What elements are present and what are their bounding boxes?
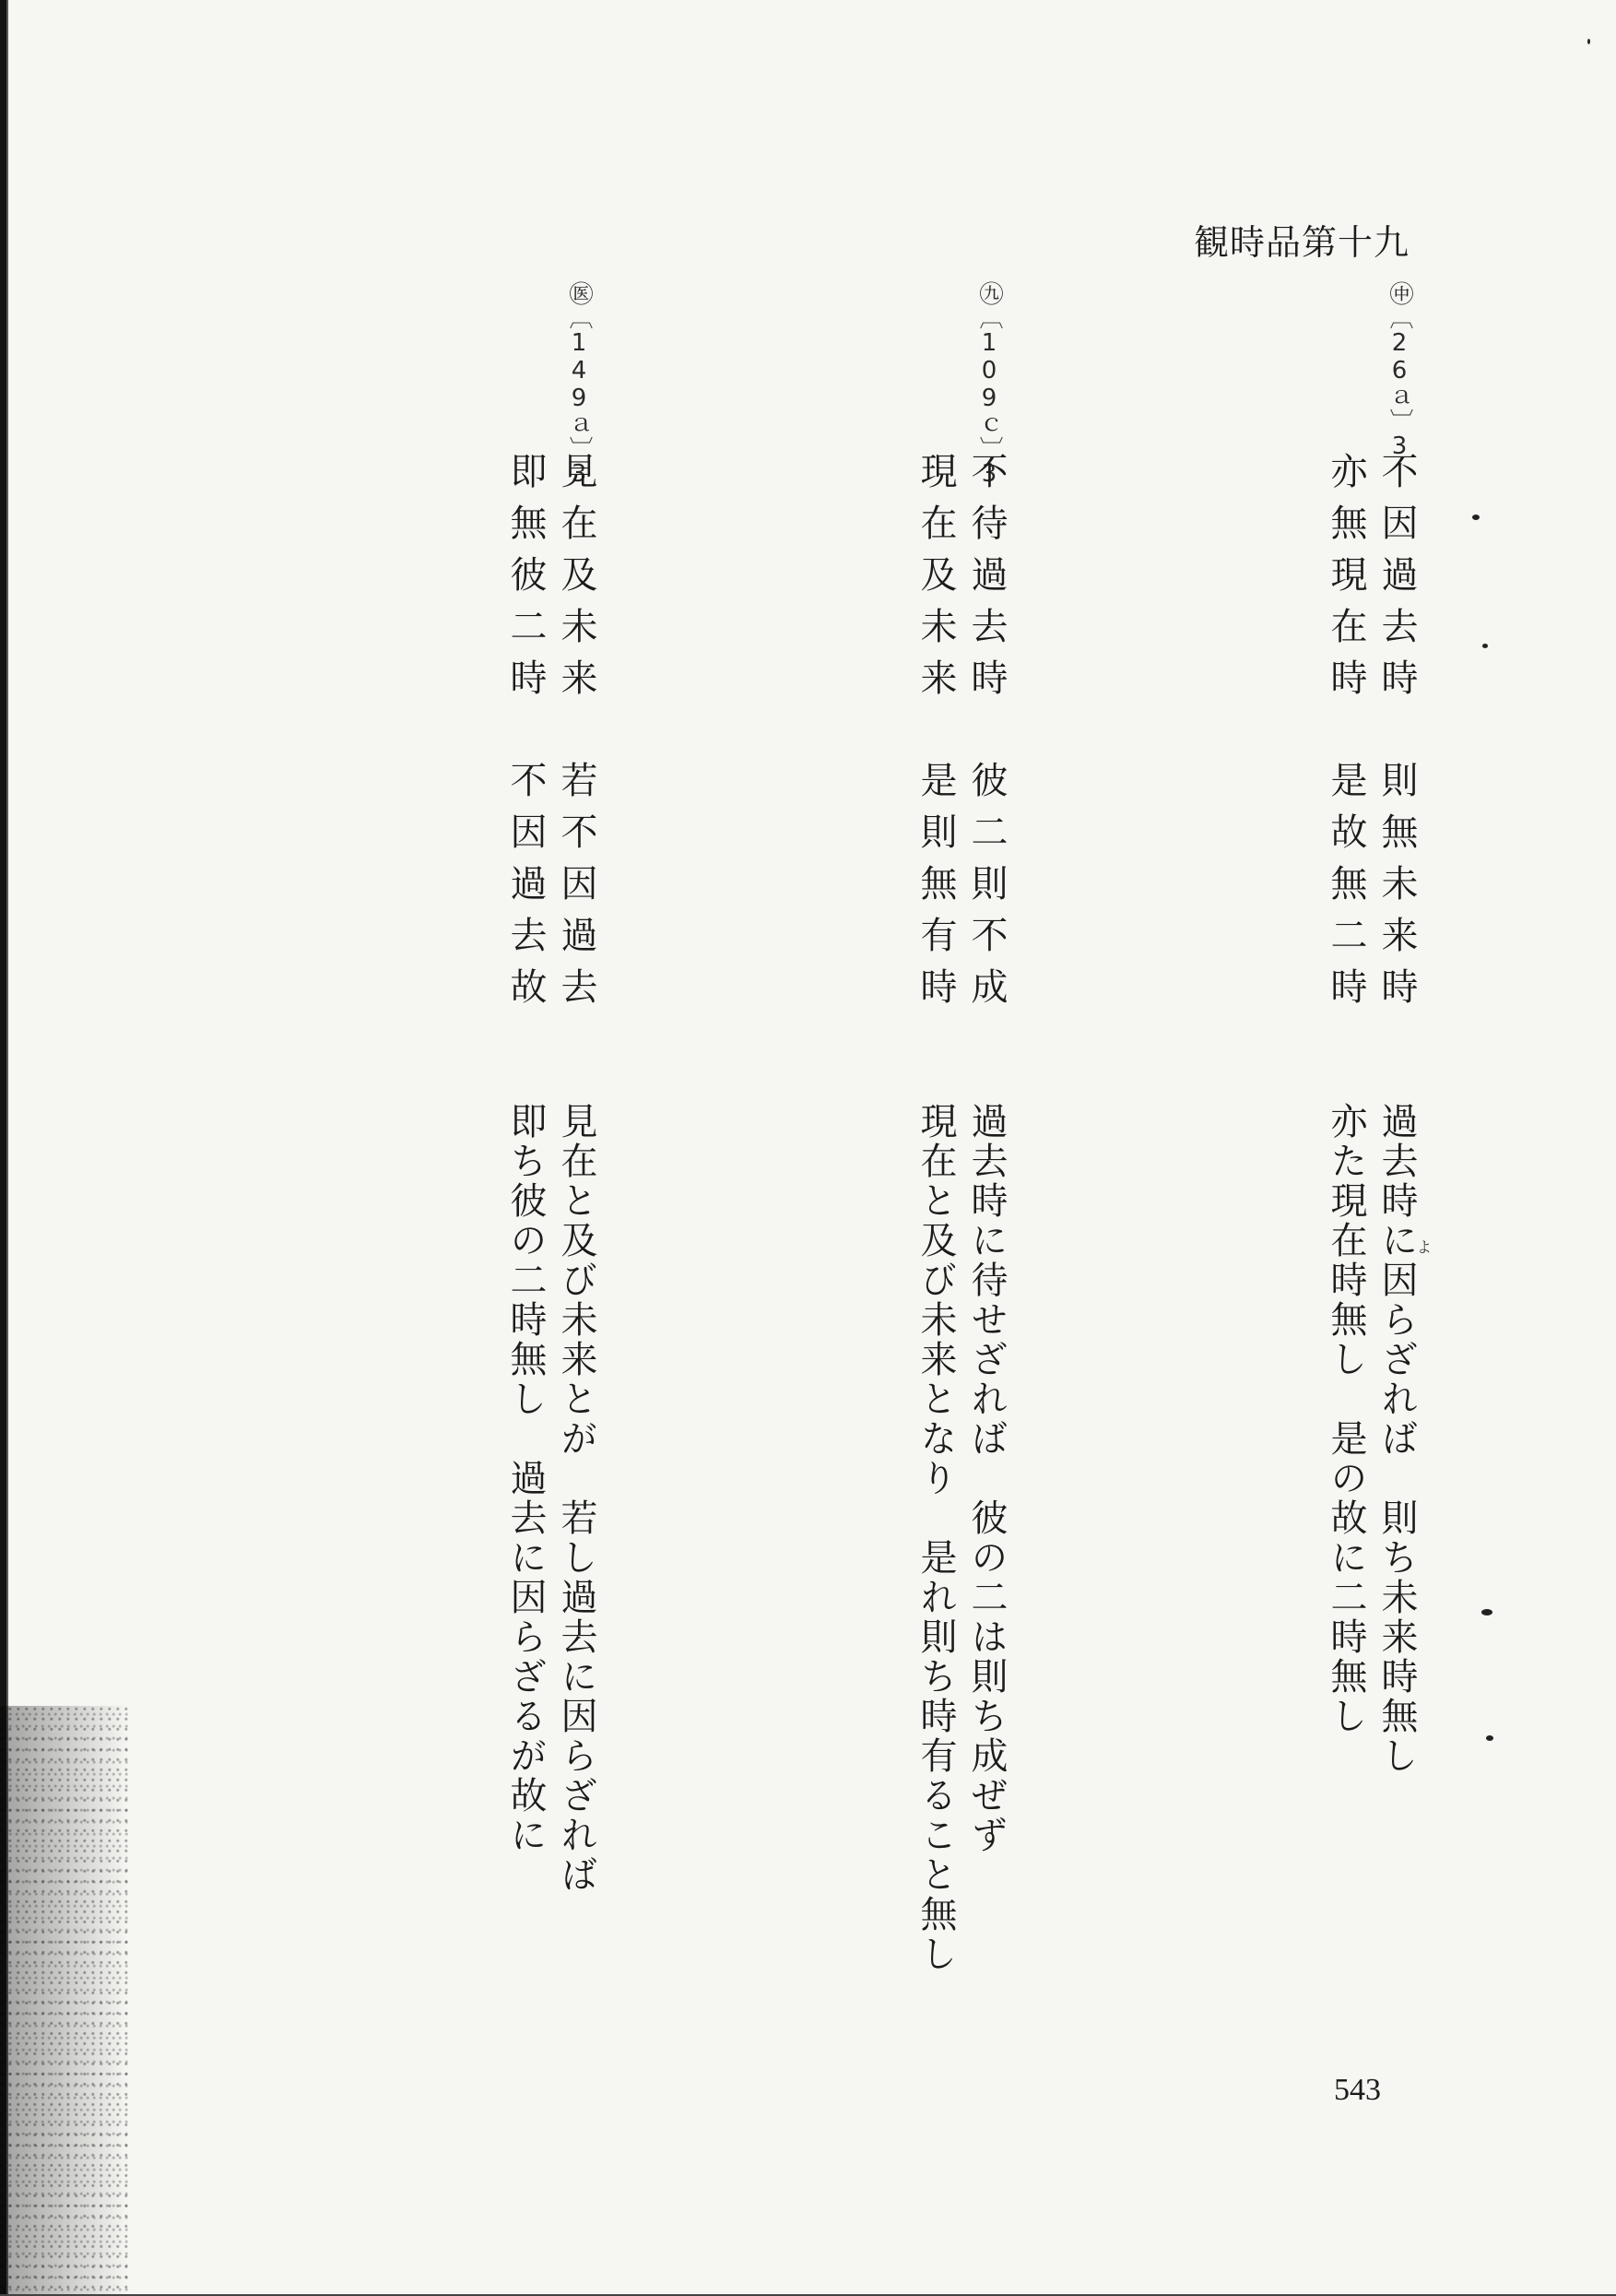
scan-speck xyxy=(1472,515,1480,520)
verse-line-2-upper: 亦無現在時 xyxy=(1325,452,1367,710)
furigana: よ xyxy=(1417,1238,1433,1256)
verse-line-2-lower: 不因過去故 xyxy=(504,761,547,1019)
reading-line-1: 過去時に因らざれば 則ち未来時無し xyxy=(1375,1102,1418,1776)
verse-line-2-lower: 是故無二時 xyxy=(1325,761,1367,1019)
verse-line-1-upper: 不因過去時 xyxy=(1375,452,1418,710)
scan-edge-bottom xyxy=(0,2290,1616,2296)
verse-line-1-lower: 則無未来時 xyxy=(1375,761,1418,1019)
page-number: 543 xyxy=(1334,2073,1381,2107)
source-marker: ㊈〔109ｃ〕3 xyxy=(975,281,1003,488)
scan-speck xyxy=(1587,39,1590,44)
scan-speck xyxy=(1481,1609,1492,1615)
source-marker: ㊩〔149ａ〕3 xyxy=(565,281,593,488)
reading-line-1: 見在と及び未来とが 若し過去に因らざれば xyxy=(555,1102,597,1895)
verse-line-1-lower: 若不因過去 xyxy=(555,761,597,1019)
verse-line-1-upper: 見在及未来 xyxy=(555,452,597,710)
running-head: 観時品第十九 xyxy=(1194,222,1410,263)
verse-line-2-upper: 現在及未来 xyxy=(914,452,957,710)
verse-line-2-upper: 即無彼二時 xyxy=(504,452,547,710)
reading-line-2: 即ち彼の二時無し 過去に因らざるが故に xyxy=(504,1102,547,1855)
reading-line-2: 現在と及び未来となり 是れ則ち時有ること無し xyxy=(914,1102,957,1974)
reading-line-1: 過去時に待せざれば 彼の二は則ち成ぜず xyxy=(965,1102,1008,1855)
scan-noise xyxy=(0,1706,129,2296)
verse-line-2-lower: 是則無有時 xyxy=(914,761,957,1019)
scan-speck xyxy=(1486,1735,1493,1741)
verse-line-1-upper: 不待過去時 xyxy=(965,452,1008,710)
source-marker: ㊥〔26ａ〕3 xyxy=(1386,281,1413,460)
scan-speck xyxy=(1482,644,1488,648)
reading-line-2: 亦た現在時無し 是の故に二時無し xyxy=(1325,1102,1367,1736)
verse-line-1-lower: 彼二則不成 xyxy=(965,761,1008,1019)
